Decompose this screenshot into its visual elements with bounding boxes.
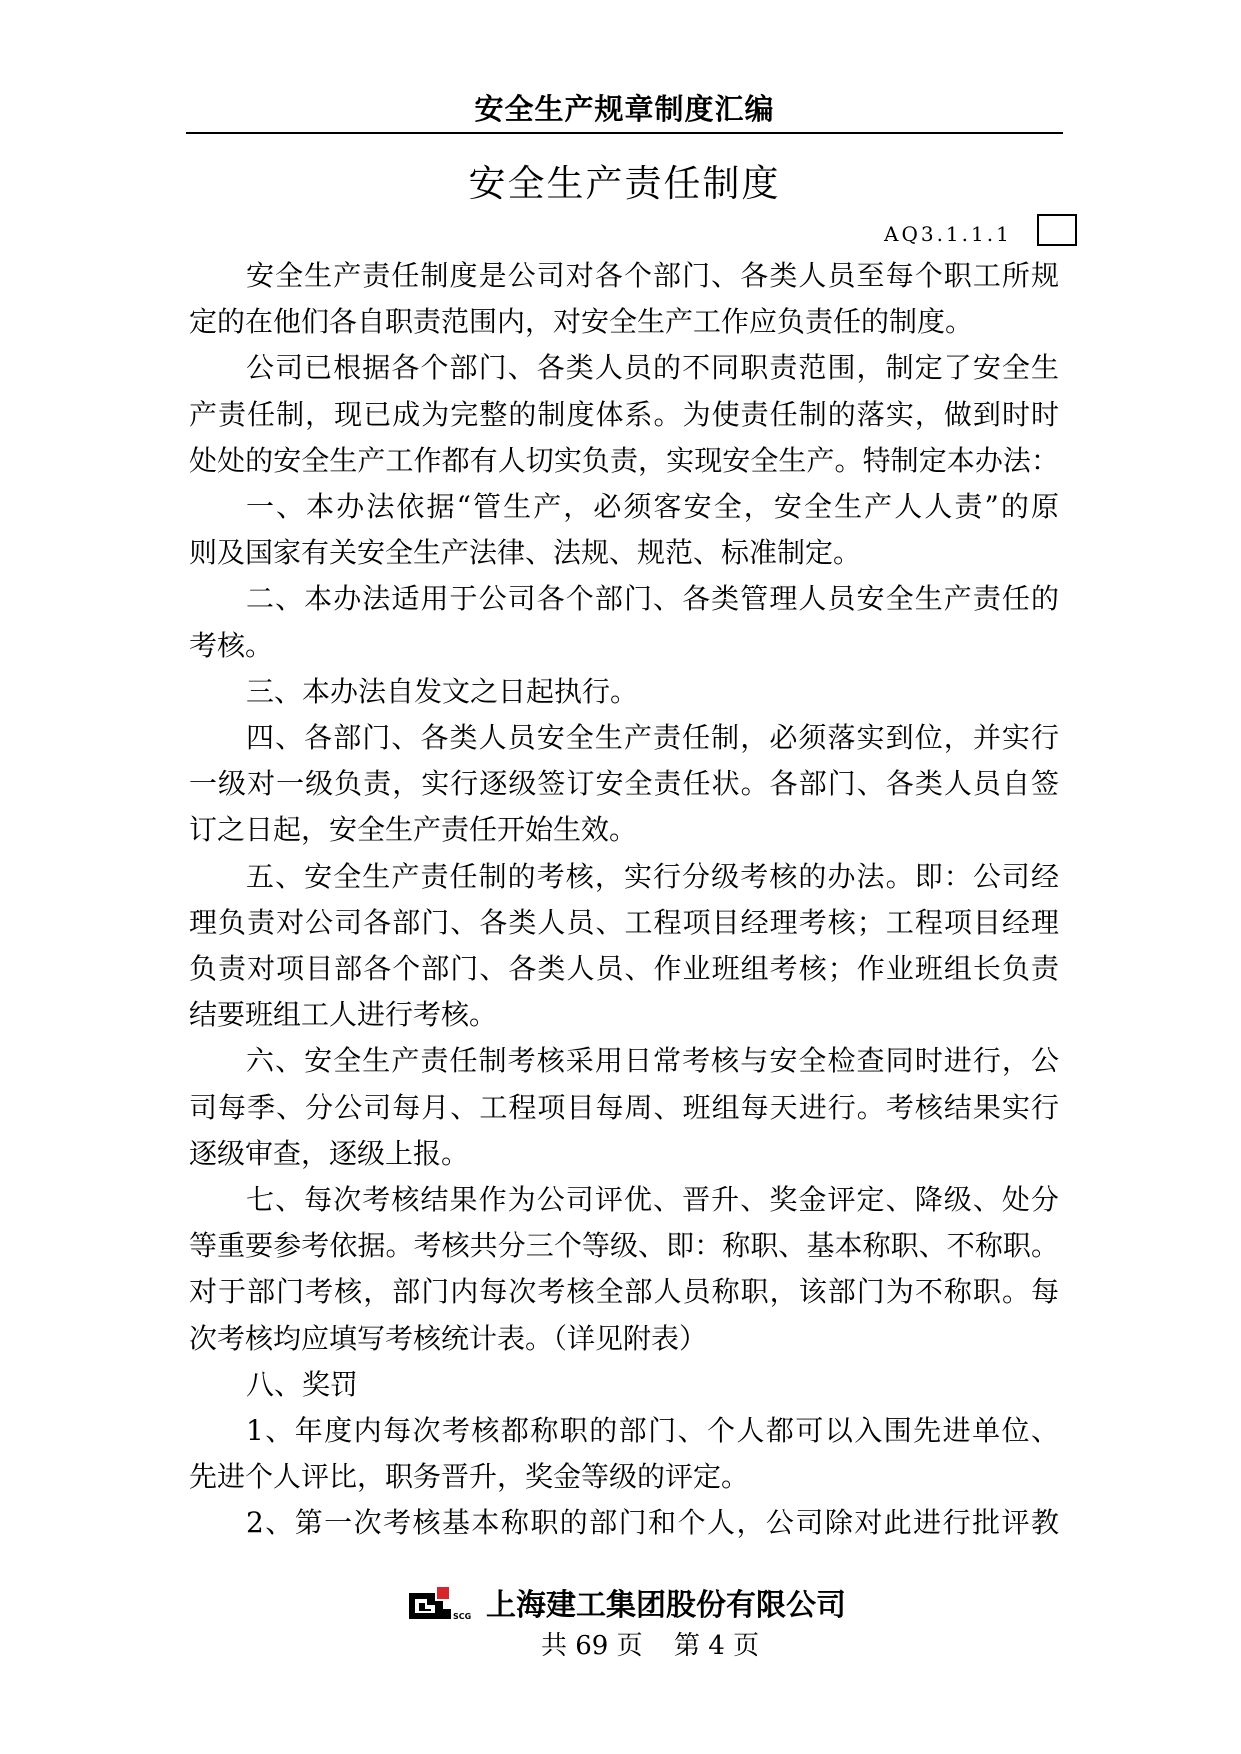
body-text-line: 结要班组工人进行考核。 xyxy=(189,998,498,1032)
body-text-line: 2、第一次考核基本称职的部门和个人，公司除对此进行批评教 xyxy=(246,1506,1059,1540)
body-text-line: 负责对项目部各个部门、各类人员、作业班组考核；作业班组长负责 xyxy=(189,952,1059,985)
document-code: AQ3.1.1.1 xyxy=(884,222,1012,246)
body-text-line: 等重要参考依据。考核共分三个等级、即：称职、基本称职、不称职。 xyxy=(189,1229,1059,1263)
body-text-line: 处处的安全生产工作都有人切实负责，实现安全生产。特制定本办法： xyxy=(189,443,1059,477)
page-indicator xyxy=(500,1628,800,1664)
body-text-line: 订之日起，安全生产责任开始生效。 xyxy=(189,813,638,847)
body-text-line: 逐级审查，逐级上报。 xyxy=(189,1136,470,1170)
body-text-line: 六、安全生产责任制考核采用日常考核与安全检查同时进行，公 xyxy=(246,1044,1059,1078)
scg-logo-graphic xyxy=(409,1585,475,1623)
body-text-line: 理负责对公司各部门、各类人员、工程项目经理考核；工程项目经理 xyxy=(189,905,1059,939)
logo-lettering: SCG xyxy=(453,1612,472,1621)
page-current: 第 4 页 xyxy=(674,1631,760,1661)
body-text-line: 安全生产责任制度是公司对各个部门、各类人员至每个职工所规 xyxy=(246,259,1059,292)
body-text-line: 对于部门考核，部门内每次考核全部人员称职，该部门为不称职。每 xyxy=(189,1275,1059,1309)
body-text-line: 1、年度内每次考核都称职的部门、个人都可以入围先进单位、 xyxy=(246,1414,1059,1447)
company-logo-icon xyxy=(409,1585,475,1623)
body-text-line: 次考核均应填写考核统计表。（详见附表） xyxy=(189,1321,708,1355)
body-text-line: 四、各部门、各类人员安全生产责任制，必须落实到位，并实行 xyxy=(246,721,1059,754)
page-header-title: 安全生产规章制度汇编 xyxy=(474,92,775,126)
body-text-line: 司每季、分公司每月、工程项目每周、班组每天进行。考核结果实行 xyxy=(189,1090,1059,1124)
body-text-line: 公司已根据各个部门、各类人员的不同职责范围，制定了安全生 xyxy=(246,351,1059,385)
body-text-line: 三、本办法自发文之日起执行。 xyxy=(246,674,639,708)
body-text-line: 先进个人评比，职务晋升，奖金等级的评定。 xyxy=(189,1460,750,1494)
body-text-line: 一、本办法依据“管生产，必须客安全，安全生产人人责”的原 xyxy=(246,490,1059,523)
page-total: 共 69 页 xyxy=(541,1631,643,1661)
body-text-line: 七、每次考核结果作为公司评优、晋升、奖金评定、降级、处分 xyxy=(246,1183,1059,1216)
body-text-line: 一级对一级负责，实行逐级签订安全责任状。各部门、各类人员自签 xyxy=(189,767,1059,801)
body-text-line: 定的在他们各自职责范围内，对安全生产工作应负责任的制度。 xyxy=(189,305,974,339)
body-text-line: 则及国家有关安全生产法律、法规、规范、标准制定。 xyxy=(189,536,862,570)
body-text-line: 五、安全生产责任制的考核，实行分级考核的办法。即：公司经 xyxy=(246,859,1059,893)
body-text-line: 八、奖罚 xyxy=(246,1367,359,1401)
footer-company-name: 上海建工集团股份有限公司 xyxy=(486,1588,846,1623)
body-text-line: 产责任制，现已成为完整的制度体系。为使责任制的落实，做到时时 xyxy=(189,397,1059,431)
body-text-line: 二、本办法适用于公司各个部门、各类管理人员安全生产责任的 xyxy=(246,582,1059,616)
document-title: 安全生产责任制度 xyxy=(468,162,781,205)
body-text-line: 考核。 xyxy=(189,628,274,662)
